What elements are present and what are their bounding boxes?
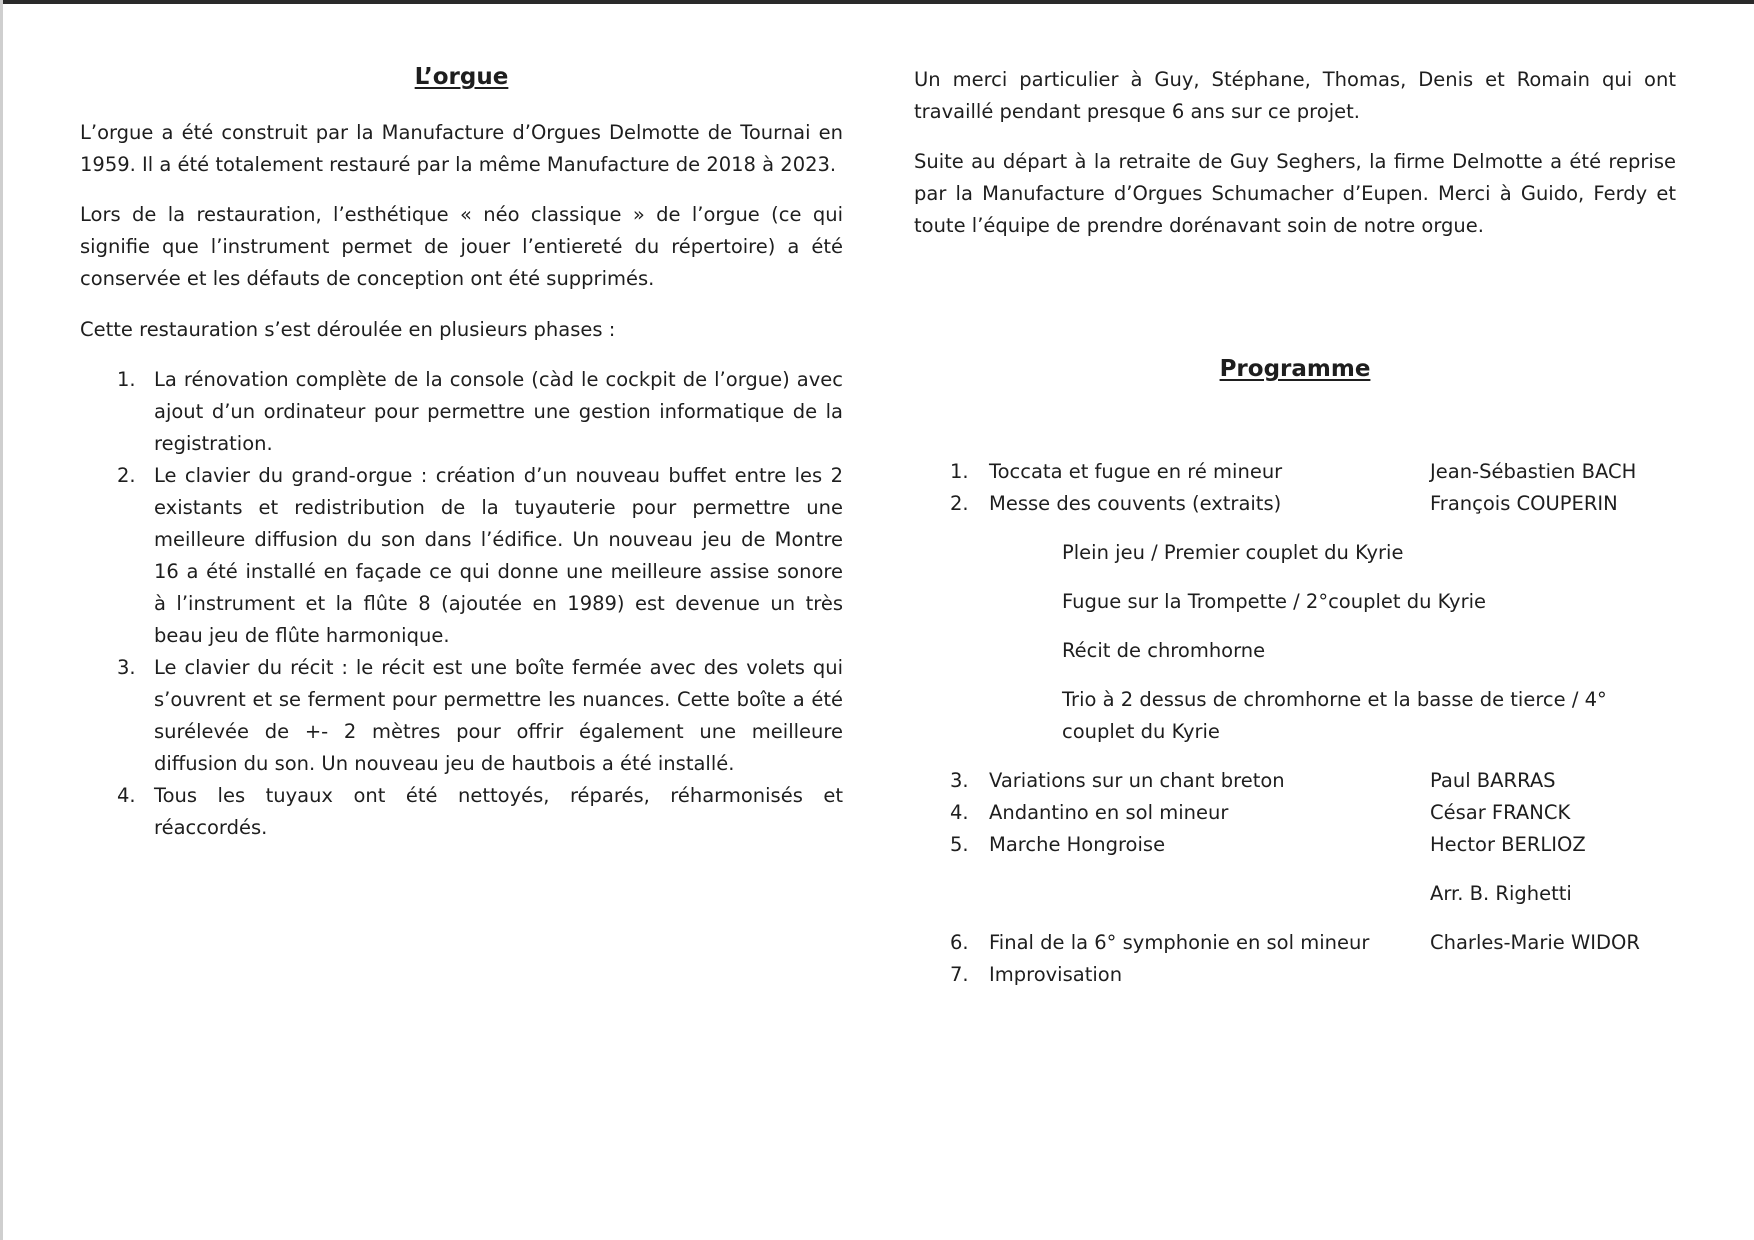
arrangement-credit: Arr. B. Righetti <box>1430 882 1572 905</box>
succession-paragraph: Suite au départ à la retraite de Guy Seghers, la firme Delmotte a été reprise par la Manufacture d’Orgues Schumacher d’Eupen. Merci à Guido, Ferdy et toute l’équipe de prendre dorénavant soin de notre orgue. <box>914 150 1676 237</box>
list-item-text: Tous les tuyaux ont été nettoyés, réparés, réharmonisés et réaccordés. <box>154 784 843 839</box>
scan-edge-left <box>0 0 3 1240</box>
programme-composer: Jean-Sébastien BACH <box>1430 460 1637 483</box>
restoration-paragraph: Lors de la restauration, l’esthétique « néo classique » de l’orgue (ce qui signifie que l’instrument permet de jouer l’entiereté du répertoire) a été conservée et les défauts de conception ont été supprimés. <box>80 203 843 290</box>
programme-number: 5. <box>950 833 969 856</box>
organ-section-title: L’orgue <box>414 64 509 90</box>
left-column <box>80 0 843 1240</box>
programme-number: 2. <box>950 492 969 515</box>
mass-movement: Plein jeu / Premier couplet du Kyrie <box>1062 541 1404 564</box>
programme-row <box>914 959 1676 991</box>
programme-composer: César FRANCK <box>1430 801 1571 824</box>
phases-list <box>80 364 843 844</box>
programme-number: 1. <box>950 460 969 483</box>
list-item <box>80 652 843 780</box>
programme-composer: Hector BERLIOZ <box>1430 833 1586 856</box>
list-item-text: Le clavier du récit : le récit est une boîte fermée avec des volets qui s’ouvrent et se ferment pour permettre les nuances. Cette boîte a été surélevée de +- 2 mètres pour offrir également une meilleure diffusion du son. Un nouveau jeu de hautbois a été installé. <box>154 656 843 775</box>
list-item-number: 2. <box>117 464 136 487</box>
list-item <box>80 460 843 652</box>
list-item-number: 1. <box>117 368 136 391</box>
list-item-text: La rénovation complète de la console (càd le cockpit de l’orgue) avec ajout d’un ordinateur pour permettre une gestion informatique de la registration. <box>154 368 843 455</box>
list-item <box>80 364 843 460</box>
programme-number: 3. <box>950 769 969 792</box>
phases-intro: Cette restauration s’est déroulée en plusieurs phases : <box>80 318 616 341</box>
programme-composer: Paul BARRAS <box>1430 769 1556 792</box>
programme-piece: Variations sur un chant breton <box>989 769 1285 792</box>
programme-piece: Messe des couvents (extraits) <box>989 492 1282 515</box>
programme-piece: Final de la 6° symphonie en sol mineur <box>989 931 1370 954</box>
programme-composer: François COUPERIN <box>1430 492 1618 515</box>
list-item-text: Le clavier du grand-orgue : création d’un nouveau buffet entre les 2 existants et redistribution de la tuyauterie pour permettre une meilleure diffusion du son dans l’édifice. Un nouveau jeu de Montre 16 a été installé en façade ce qui donne une meilleure assise sonore à l’instrument et la flûte 8 (ajoutée en 1989) est devenue un très beau jeu de flûte harmonique. <box>154 464 843 647</box>
programme-row <box>914 488 1676 520</box>
list-item <box>80 780 843 844</box>
programme-piece: Andantino en sol mineur <box>989 801 1229 824</box>
programme-piece: Toccata et fugue en ré mineur <box>989 460 1283 483</box>
programme-row <box>914 765 1676 797</box>
programme-piece: Improvisation <box>989 963 1123 986</box>
programme-number: 6. <box>950 931 969 954</box>
programme-row <box>914 797 1676 829</box>
mass-movement: Fugue sur la Trompette / 2°couplet du Kyrie <box>1062 590 1487 613</box>
programme-piece: Marche Hongroise <box>989 833 1166 856</box>
list-item-number: 4. <box>117 784 136 807</box>
mass-movement: Récit de chromhorne <box>1062 639 1266 662</box>
programme-row <box>914 456 1676 488</box>
programme-list <box>914 456 1676 991</box>
programme-row <box>914 927 1676 959</box>
list-item-number: 3. <box>117 656 136 679</box>
programme-row <box>914 829 1676 861</box>
programme-title: Programme <box>1219 356 1371 382</box>
programme-number: 7. <box>950 963 969 986</box>
mass-movement: Trio à 2 dessus de chromhorne et la basse de tierce / 4° couplet du Kyrie <box>1062 688 1607 743</box>
programme-composer: Charles-Marie WIDOR <box>1430 931 1640 954</box>
intro-paragraph: L’orgue a été construit par la Manufacture d’Orgues Delmotte de Tournai en 1959. Il a été totalement restauré par la même Manufacture de 2018 à 2023. <box>80 121 843 176</box>
programme-number: 4. <box>950 801 969 824</box>
right-column <box>914 0 1676 1240</box>
thanks-paragraph: Un merci particulier à Guy, Stéphane, Thomas, Denis et Romain qui ont travaillé pendant presque 6 ans sur ce projet. <box>914 68 1676 123</box>
